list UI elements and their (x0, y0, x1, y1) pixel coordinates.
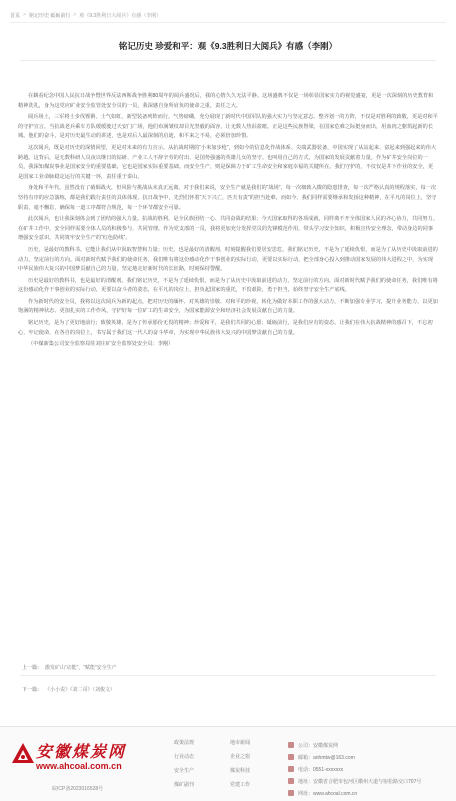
contact-company: 公司：安徽煤炭网 (298, 742, 339, 749)
contact-row (288, 751, 421, 763)
footer-link[interactable]: 地市新闻 (230, 740, 251, 746)
breadcrumb-separator: > (73, 12, 77, 18)
article-paragraph: 阅兵场上，三军将士步伐铿锵、士气如虹，新型装备列阵而行，气势磅礴，充分展现了新时代中国军队的强大实力与坚定意志。整齐划一的方阵，不仅是对胜利的致敬，更是对和平的守护宣言。当抗战老兵乘车方队缓缓驶过天安门广场，他们布满皱纹却目光坚毅的面容，让无数人热泪盈眶。正是这些民族脊梁，在国家危难之际挺身而出，用血肉之躯筑起新的长城。他们的奋斗，是对历史最生动的讲述，也是对后人最深刻的启迪，和平来之不易，必须倍加珍惜。 (18, 114, 438, 140)
footer-links-col1 (174, 740, 194, 796)
footer-link[interactable]: 党建工作 (230, 782, 251, 788)
logo-mark-icon (10, 741, 36, 767)
contact-row (288, 739, 421, 751)
logo-text: 安徽煤炭网 (36, 742, 127, 761)
contact-address: 地址：安徽省合肥市包河区徽州大道与宿松路交口707号 (298, 778, 422, 785)
article-signature: （中煤新集公司安全监察局驻刘庄矿安全监察处安全员：李刚） (28, 341, 174, 348)
footer-links-col2 (230, 740, 250, 796)
article-paragraph: 身处和平年代，虽然没有了硝烟战火，但风险与挑战从未真正远离。对于我们来说，安全生产就是我们的“战场”，每一次细致入微的隐患排查，每一次严格认真的规程落实，每一次坚持有序的应急演练，都是我们践行责任的具体体现。抗日战争中，先烈们怀着“天下兴亡，匹夫有责”的担当赴难，而如今，我们同样需要继承和发扬这种精神，在平凡的岗位上，坚守职责，毫不懈怠，确保每一道工序都符合规范，每一个环节都安全可靠。 (18, 185, 437, 211)
contact-website[interactable]: 网址：www.ahcoal.com.cn (298, 790, 358, 797)
next-article-link[interactable]: 《小小说》《刘二哥》（刘俊文） (45, 687, 116, 693)
footer-link[interactable]: 行业动态 (174, 754, 195, 760)
breadcrumb-section[interactable]: 铭记历史 砥砺前行 (28, 12, 71, 19)
site-logo[interactable] (10, 739, 160, 777)
footer-link[interactable]: 煤炭科技 (230, 768, 251, 774)
footer-contacts (288, 739, 421, 799)
icp-record[interactable]: 皖ICP备2023016528号 (52, 786, 104, 792)
article-title: 铭记历史 珍爱和平：观《9.3胜利日大阅兵》有感（李刚） (118, 41, 338, 51)
phone-icon (288, 742, 294, 748)
prev-article-link[interactable]: 激发矿山“动能”，“赋能”安全生产 (45, 665, 117, 671)
article-paragraph: 此次阅兵，也让我深刻体会到了团结的强大力量。抗战的胜利，是全民族团结一心、共同奋战的结果；今天国家取得的各项成就，同样离不开全体国家人民的齐心协力，共同努力。在矿井工作中，安全同样需要全体人员的积极参与、共同管理。作为党支部的一员，我将更加充分发挥党员的先锋模范作用，带头学习安全知识，积极宣传安全理念，带动身边的同事增强安全意识，共同筑牢安全生产的“红色防线”。 (18, 216, 438, 242)
next-article (22, 686, 322, 693)
contact-email[interactable]: 邮箱：anhmtw@163.com (298, 754, 355, 761)
site-footer (0, 726, 456, 801)
logo-url: www.ahcoal.com.cn (36, 761, 122, 771)
contact-row (288, 787, 421, 799)
mail-icon (288, 754, 294, 760)
prev-article (22, 664, 322, 671)
footer-link[interactable]: 企业之窗 (230, 754, 251, 760)
breadcrumb (10, 8, 446, 23)
next-label: 下一篇： (22, 687, 43, 693)
phone-icon (288, 766, 294, 772)
contact-phone: 电话：0551-xxxxxxx (298, 766, 344, 773)
article-paragraph: 历史是最好的教科书，也是最好的清醒剂。我们铭记历史，不是为了延续仇恨，而是为了从历史中汲取前进的动力，坚定前行的方向。面对新时代赋予我们的使命任务，我们唯有将这份感动化作干事创业的实际行动，更要以奋斗者的姿态，在平凡的岗位上，担负起国家的重托，不畏艰险，勇于担当，始终坚守安全生产底线。 (18, 277, 438, 294)
article-paragraph: 作为新时代的安全员，我将以这次阅兵为新的起点，把对历史的缅怀、对英雄的崇敬、对和平的珍视，转化为做好本职工作的强大动力，不断加强专业学习，提升业务能力，以更加饱满的精神状态、更加扎实的工作作风，守护好每一位矿工的生命安全，为国家能源安全和经济社会发展贡献自己的力量。 (18, 298, 438, 315)
breadcrumb-separator: > (23, 12, 26, 18)
title-divider (20, 60, 436, 61)
article-paragraph: 历史，是最好的教科书。它能让我们从中汲取智慧和力量；历史，也是最好的清醒剂，时刻提醒我们要居安思危。我们铭记历史，不是为了延续仇恨，而是为了从历史中汲取前进的动力，坚定前行的方向。面对新时代赋予我们的使命任务，我们唯有将这份感动化作干事创业的实际行动，更要以实际行动，把全部身心投入到推动国家发展的伟大进程之中，为实现中华民族伟大复兴的中国梦贡献自己的力量，坚定地走好新时代的长征路，时刻保持警醒。 (18, 246, 438, 273)
footer-link[interactable]: 安全生产 (174, 768, 195, 774)
article-paragraph: 这次阅兵，既是对历史的深情回望，更是对未来的有力宣示。从抗战时期的“小米加步枪”，到如今的信息化作战体系、尖端武器装备，中国实现了从站起来、富起来到强起来的伟大跨越。这背后，是无数科研人员夜以继日的钻研、产业工人不辞辛劳的付出、是国势强盛的英雄儿女的坚守。也叫用自己的方式，为国家的发展贡献着力量。作为矿井安全岗位的一员，我深知煤炭事业是国家安全的重要基础，它也是国家实际重要基础。而安全生产，则是保障力于矿工生命安全和家庭幸福的关键所在。我们守护的，不仅仅是井下作业的安全，更是国家工业命脉稳定运行的关键一环，责任重于泰山。 (18, 144, 437, 180)
article-body (18, 92, 438, 352)
globe-icon (288, 790, 294, 796)
footer-link[interactable]: 政策法规 (174, 740, 195, 746)
footer-link[interactable]: 煤矿副刊 (174, 782, 195, 788)
contact-row (288, 763, 421, 775)
prev-label: 上一篇： (22, 665, 43, 671)
breadcrumb-home[interactable]: 首页 (10, 12, 21, 19)
nav-divider (20, 675, 436, 676)
article-paragraph: 铭记历史，是为了更好地前行；致敬英雄，是为了传承那份无畏的精神；珍爱和平，是我们共同的心愿；砥砺前行，是我们应有的姿态。让我们在伟大抗战精神的感召下，不忘初心，牢记使命，在各自的岗位上，书写属于我们这一代人的奋斗华章，为实现中华民族伟大复兴的中国梦贡献自己的力量。 (18, 320, 433, 336)
contact-row (288, 775, 421, 787)
article-paragraph: 在観看纪念中国人民抗日战争暨世界反法西斯战争胜利80周年的阅兵盛况后，我的心情久久无法平静。这场盛典不仅是一场彰显国家实力的视觉盛宴，更是一次深刻的历史教育和精神洗礼，身为这党应矿业安全监管处安全员的一员，我深感自身所肩负的使命之重，责任之大。 (18, 93, 434, 109)
location-icon (288, 778, 294, 784)
breadcrumb-current: 观《9.3胜利日大阅兵》有感（李刚） (79, 12, 162, 19)
